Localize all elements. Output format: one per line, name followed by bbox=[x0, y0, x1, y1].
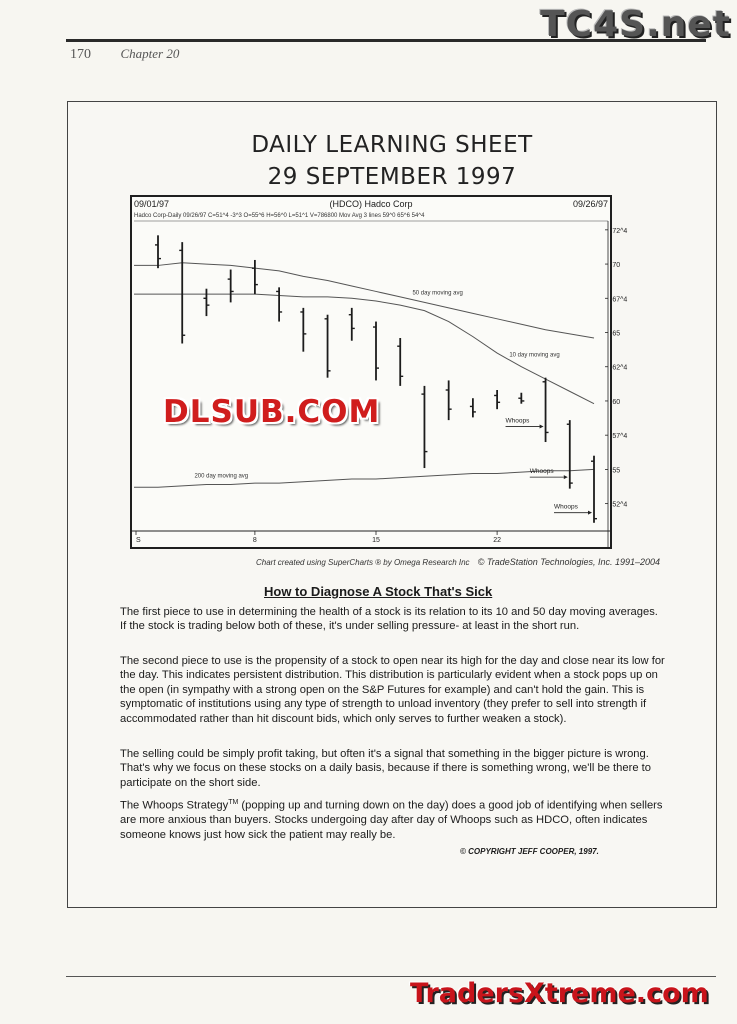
x-tick-label: 15 bbox=[372, 537, 380, 544]
whoops-arrowhead bbox=[540, 424, 544, 428]
whoops-strategy-label: The Whoops Strategy bbox=[120, 799, 229, 812]
chart-symbol: (HDCO) Hadco Corp bbox=[329, 199, 413, 209]
ma-label: 10 day moving avg bbox=[509, 352, 560, 359]
paragraph-4 bbox=[120, 796, 666, 842]
y-tick-label: -72^4 bbox=[610, 227, 628, 235]
ma-label: 200 day moving avg bbox=[194, 473, 249, 480]
sheet-date: 29 SEPTEMBER 1997 bbox=[267, 164, 517, 190]
y-tick-label: -65 bbox=[610, 330, 621, 338]
paragraph-4-body: (popping up and turning down on the day) does a good job of identifying when sellers are more anxious than buyers. Stocks undergoing day after day of Whoops such as HDCO, often indicates someone knows just how sick the patient may really be. bbox=[120, 799, 663, 841]
x-tick-label: S bbox=[136, 537, 141, 544]
stock-chart bbox=[130, 195, 628, 549]
chart-plot bbox=[132, 197, 628, 547]
chart-credit bbox=[256, 557, 660, 567]
chart-quote-line: Hadco Corp-Daily 09/26/97 C=51^4 -3^3 O=55^6 H=56^0 L=51^1 V=786800 Mov Avg 3 lines 59^0 65^6 54^4 bbox=[134, 213, 425, 219]
y-tick-label: -62^4 bbox=[610, 364, 628, 372]
whoops-label: Whoops bbox=[529, 468, 554, 476]
x-tick-label: 22 bbox=[493, 537, 502, 544]
paragraph-3: The selling could be simply profit taking, but often it's a signal that something in the bigger picture is wrong. That's why we focus on these stocks on a daily basis, because if there is something wrong, we'll be there to participate on the short side. bbox=[120, 748, 651, 789]
footer-rule bbox=[66, 976, 716, 977]
tradestation-credit: © TradeStation Technologies, Inc. 1991–2004 bbox=[477, 557, 661, 567]
y-tick-label: -52^4 bbox=[610, 501, 628, 509]
copyright-notice: © COPYRIGHT JEFF COOPER, 1997. bbox=[460, 847, 599, 856]
supercharts-credit: Chart created using SuperCharts ® by Omega Research Inc bbox=[256, 558, 470, 567]
ma-label: 50 day moving avg bbox=[412, 290, 463, 297]
paragraph-2: The second piece to use is the propensity of a stock to open near its high for the day and close near its low for the day. This indicates persistent distribution. This distribution is particularly evident when a stock pops up on the open (in sympathy with a strong open on the S&P Futures for example) and can't hold the gain. This is symptomatic of institutions using any type of strength to unload inventory (they prefer to sell into strength if accommodated rather than hit discount bids, which only serves to further weaken a stock). bbox=[120, 655, 665, 725]
watermark-middle: DLSUB.COM bbox=[163, 394, 381, 430]
chart-header bbox=[132, 197, 610, 211]
chapter-label: Chapter 20 bbox=[120, 46, 180, 61]
page-header bbox=[70, 46, 179, 63]
whoops-label: Whoops bbox=[505, 417, 530, 425]
y-tick-label: -60 bbox=[610, 398, 621, 406]
paragraph-1: The first piece to use in determining the health of a stock is its relation to its 10 and 50 day moving averages. If the stock is trading below both of these, it's under selling pressure- at least in the short run. bbox=[120, 606, 658, 633]
chart-start-date: 09/01/97 bbox=[134, 199, 170, 209]
whoops-arrowhead bbox=[564, 475, 568, 479]
watermark-top: TC4S.net bbox=[540, 4, 731, 45]
50-day-moving-avgline bbox=[134, 263, 594, 338]
y-tick-label: -67^4 bbox=[610, 296, 628, 304]
x-tick-label: 8 bbox=[252, 537, 257, 544]
y-tick-label: -57^4 bbox=[610, 433, 628, 441]
watermark-bottom: TradersXtreme.com bbox=[410, 978, 709, 1009]
page-number: 170 bbox=[70, 47, 91, 62]
learning-sheet-frame bbox=[67, 101, 717, 908]
sheet-title: DAILY LEARNING SHEET bbox=[251, 132, 533, 158]
chart-end-date: 09/26/97 bbox=[572, 199, 608, 209]
10-day-moving-avgline bbox=[134, 294, 594, 404]
section-title: How to Diagnose A Stock That's Sick bbox=[264, 584, 493, 599]
whoops-label: Whoops bbox=[554, 503, 578, 511]
y-tick-label: -55 bbox=[610, 467, 621, 475]
y-tick-label: -70 bbox=[610, 262, 621, 270]
whoops-arrowhead bbox=[588, 511, 592, 515]
trademark-mark: TM bbox=[228, 799, 239, 806]
